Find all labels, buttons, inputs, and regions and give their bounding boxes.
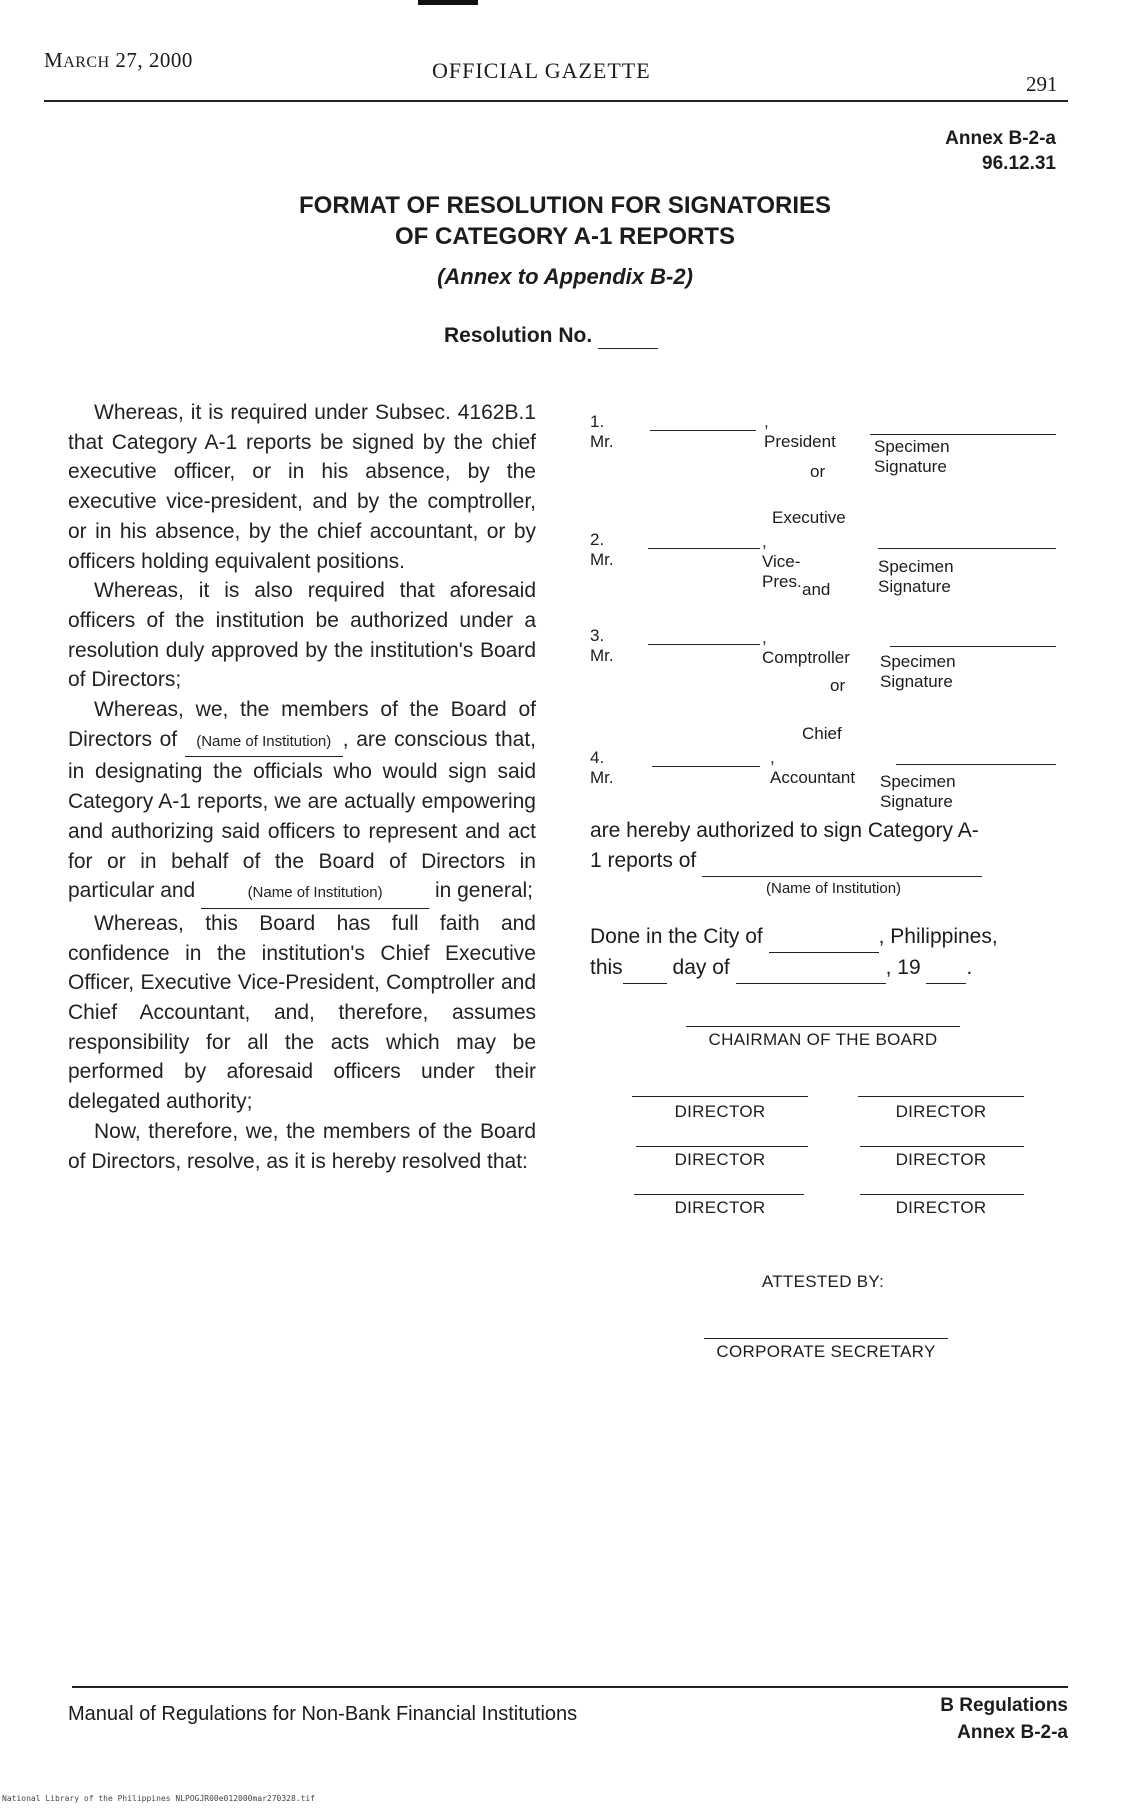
director-caption: DIRECTOR [895, 1198, 987, 1217]
secretary-signature-line [704, 1338, 948, 1339]
conjunction-and: and [802, 580, 831, 599]
gazette-date: MARCH 27, 2000 [44, 48, 193, 72]
director-caption: DIRECTOR [674, 1198, 766, 1217]
whereas-paragraph-3: Whereas, we, the members of the Board of Directors of (Name of Institution) , are conscious that, in designating the officials who would sign said Category A-1 reports, we are actually empowering and authorizing said officers to represent and act for or in behalf of the Board of Directors in particular and (Name of Institution) in general; [68, 695, 536, 909]
institution-name-caption: (Name of Institution) [766, 880, 902, 897]
footer-rule [72, 1686, 1068, 1688]
whereas-paragraph-2: Whereas, it is also required that aforesaid officers of the institution be authorized under a resolution duly approved by the institution's Board of Directors; [68, 579, 536, 692]
secretary-caption: CORPORATE SECRETARY [716, 1342, 936, 1361]
name-blank [648, 644, 760, 645]
whereas-paragraph-1: Whereas, it is required under Subsec. 4162B.1 that Category A-1 reports be signed by the chief executive officer, or in his absence, by the executive vice-president, and by the comptroller, or in his absence, by the chief accountant, or by officers holding equivalent positions. [68, 401, 536, 573]
footer-annex-label: Annex B-2-a [957, 1722, 1068, 1743]
document-title [200, 190, 930, 252]
archive-stamp: National Library of the Philippines NLPOGJR00e012000mar270328.tif [2, 1794, 316, 1803]
manual-title: Manual of Regulations for Non-Bank Financial Institutions [68, 1703, 578, 1725]
attested-by-label: ATTESTED BY: [761, 1272, 885, 1291]
gazette-title: OFFICIAL GAZETTE [432, 58, 651, 83]
director-caption: DIRECTOR [674, 1150, 766, 1169]
footer-section [940, 1692, 1068, 1746]
day-blank [623, 953, 667, 984]
resolution-number-blank [598, 324, 658, 349]
director-caption: DIRECTOR [895, 1102, 987, 1121]
conjunction-or: or [810, 462, 826, 481]
chairman-signature-line [686, 1026, 960, 1027]
director-signature-line [634, 1194, 804, 1195]
signature-line [890, 646, 1056, 647]
name-blank [652, 766, 760, 767]
scan-artifact [418, 0, 478, 5]
institution-name-blank: (Name of Institution) [201, 878, 429, 909]
done-in-city-clause: Done in the City of , Philippines, this day of , 19 . [590, 922, 1060, 984]
signature-line [870, 434, 1056, 435]
director-signature-line [858, 1096, 1024, 1097]
page-number: 291 [1026, 72, 1058, 96]
now-therefore-paragraph: Now, therefore, we, the members of the Board of Directors, resolve, as it is hereby resolved that: [68, 1119, 536, 1173]
document-subtitle: (Annex to Appendix B-2) [437, 264, 693, 289]
authorization-clause: are hereby authorized to sign Category A- 1 reports of [590, 816, 1060, 877]
title-line-2: OF CATEGORY A-1 REPORTS [394, 223, 736, 250]
year-blank [926, 953, 966, 984]
annex-label: Annex B-2-a [945, 128, 1056, 149]
director-signature-line [636, 1146, 808, 1147]
header-rule [44, 100, 1068, 102]
director-caption: DIRECTOR [895, 1150, 987, 1169]
footer-regulations-label: B Regulations [940, 1695, 1068, 1716]
month-blank [736, 953, 886, 984]
name-blank [648, 548, 760, 549]
institution-name-blank [702, 846, 982, 877]
director-signature-line [632, 1096, 808, 1097]
conjunction-or: or [830, 676, 846, 695]
signature-line [878, 548, 1056, 549]
director-signature-line [860, 1146, 1024, 1147]
signature-line [896, 764, 1056, 765]
city-blank [769, 922, 879, 953]
whereas-paragraph-4: Whereas, this Board has full faith and confidence in the institution's Chief Executive Officer, Executive Vice-President, Comptroller and Chief Accountant, and, therefore, assumes responsibility for all the acts which may be performed by aforesaid officers under their delegated authority; [68, 911, 536, 1114]
institution-name-blank: (Name of Institution) [185, 727, 343, 758]
annex-date: 96.12.31 [982, 153, 1056, 174]
annex-reference [945, 126, 1056, 176]
resolution-body [68, 398, 536, 1176]
director-caption: DIRECTOR [674, 1102, 766, 1121]
chairman-caption: CHAIRMAN OF THE BOARD [708, 1030, 938, 1049]
director-signature-line [860, 1194, 1024, 1195]
name-blank [650, 430, 756, 431]
title-line-1: FORMAT OF RESOLUTION FOR SIGNATORIES [299, 192, 831, 219]
resolution-number: Resolution No. [444, 324, 658, 349]
